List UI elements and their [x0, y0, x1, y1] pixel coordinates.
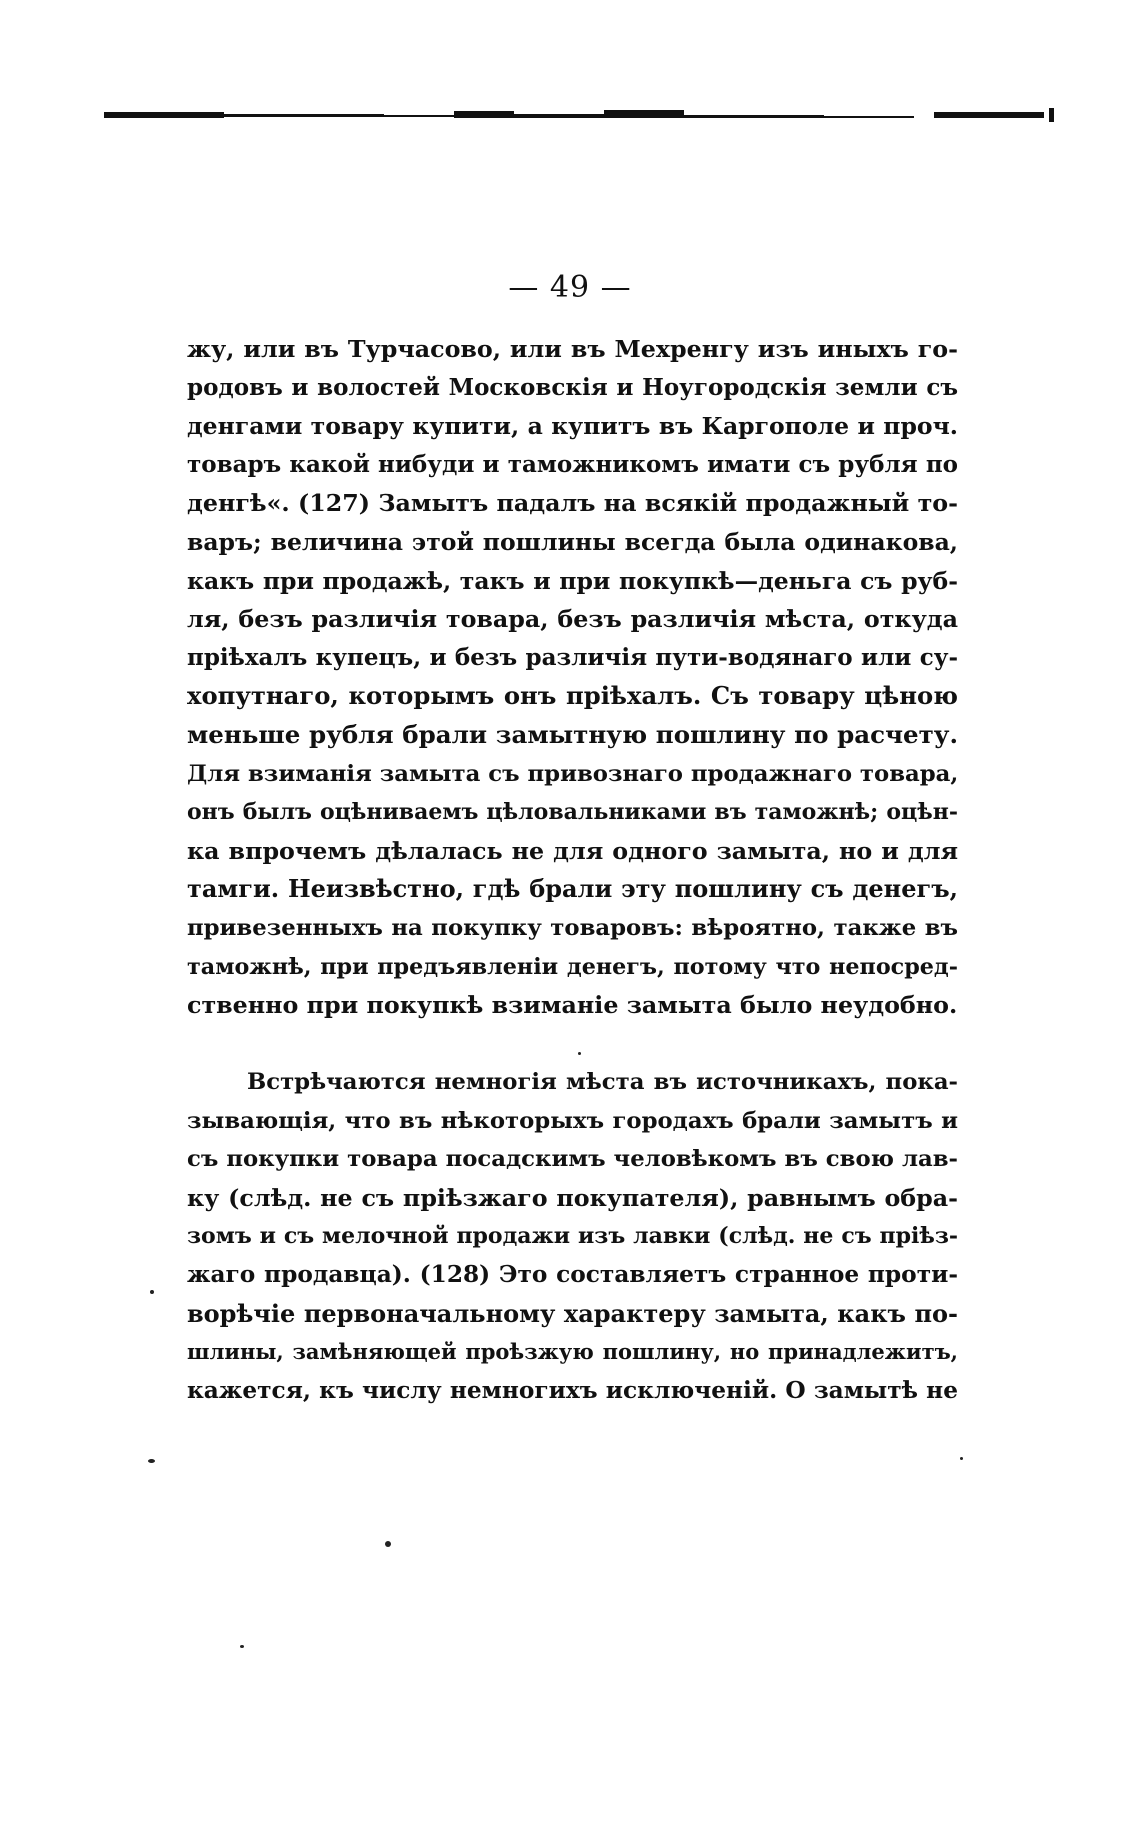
- text-line: жаго продавца). (128) Это составляетъ странное проти-: [187, 1260, 958, 1288]
- text-line: тамги. Неизвѣстно, гдѣ брали эту пошлину съ денегъ,: [187, 874, 958, 904]
- text-line: онъ былъ оцѣниваемъ цѣловальниками въ таможнѣ; оцѣн-: [187, 799, 958, 826]
- paragraph-2: [187, 1063, 958, 1410]
- text-line: ку (слѣд. не съ пріѣзжаго покупателя), равнымъ обра-: [187, 1183, 958, 1212]
- text-line: Встрѣчаются немногія мѣста въ источникахъ, пока-: [247, 1069, 958, 1095]
- ink-speck: [385, 1541, 391, 1547]
- text-line: ственно при покупкѣ взиманіе замыта было неудобно.: [187, 991, 958, 1020]
- text-line: пріѣхалъ купецъ, и безъ различія пути-водянаго или су-: [187, 643, 958, 671]
- ink-speck: [578, 1052, 581, 1055]
- text-line: таможнѣ, при предъявленіи денегъ, потому что непосред-: [187, 953, 958, 980]
- text-line: зомъ и съ мелочной продажи изъ лавки (слѣд. не съ пріѣз-: [187, 1223, 958, 1250]
- text-line: ля, безъ различія товара, безъ различія мѣста, откуда: [187, 605, 958, 634]
- top-rule-ornament: [104, 108, 1060, 122]
- ink-speck: [148, 1459, 155, 1463]
- ink-speck: [150, 1290, 154, 1294]
- text-line: зывающія, что въ нѣкоторыхъ городахъ брали замытъ и: [187, 1107, 958, 1134]
- text-line: хопутнаго, которымъ онъ пріѣхалъ. Съ товару цѣною: [187, 681, 958, 711]
- text-line: родовъ и волостей Московскія и Ноугородскія земли съ: [187, 373, 958, 401]
- text-line: шлины, замѣняющей проѣзжую пошлину, но принадлежитъ,: [187, 1339, 958, 1365]
- ink-speck: [240, 1645, 244, 1648]
- text-line: меньше рубля брали замытную пошлину по расчету.: [187, 719, 958, 749]
- text-line: жу, или въ Турчасово, или въ Мехренгу изъ иныхъ го-: [187, 335, 958, 363]
- text-line: ка впрочемъ дѣлалась не для одного замыта, но и для: [187, 836, 958, 865]
- text-line: варъ; величина этой пошлины всегда была одинакова,: [187, 527, 958, 556]
- text-line: привезенныхъ на покупку товаровъ: вѣроятно, также въ: [187, 914, 958, 941]
- text-line: ворѣчіе первоначальному характеру замыта, какъ по-: [187, 1298, 958, 1328]
- text-line: товаръ какой нибуди и таможникомъ имати съ рубля по: [187, 450, 958, 478]
- text-line: какъ при продажѣ, такъ и при покупкѣ—деньга съ руб-: [187, 566, 958, 595]
- text-line: съ покупки товара посадскимъ человѣкомъ въ свою лав-: [187, 1146, 958, 1173]
- text-line: кажется, къ числу немногихъ исключеній. О замытѣ не: [187, 1376, 958, 1404]
- page-number: — 49 —: [508, 270, 632, 305]
- paragraph-1: [187, 330, 958, 1025]
- ink-speck: [960, 1457, 963, 1460]
- text-line: денгами товару купити, а купитъ въ Каргополе и проч.: [187, 412, 958, 441]
- text-line: денгѣ«. (127) Замытъ падалъ на всякій продажный то-: [187, 489, 958, 518]
- text-line: Для взиманія замыта съ привознаго продажнаго товара,: [187, 760, 959, 787]
